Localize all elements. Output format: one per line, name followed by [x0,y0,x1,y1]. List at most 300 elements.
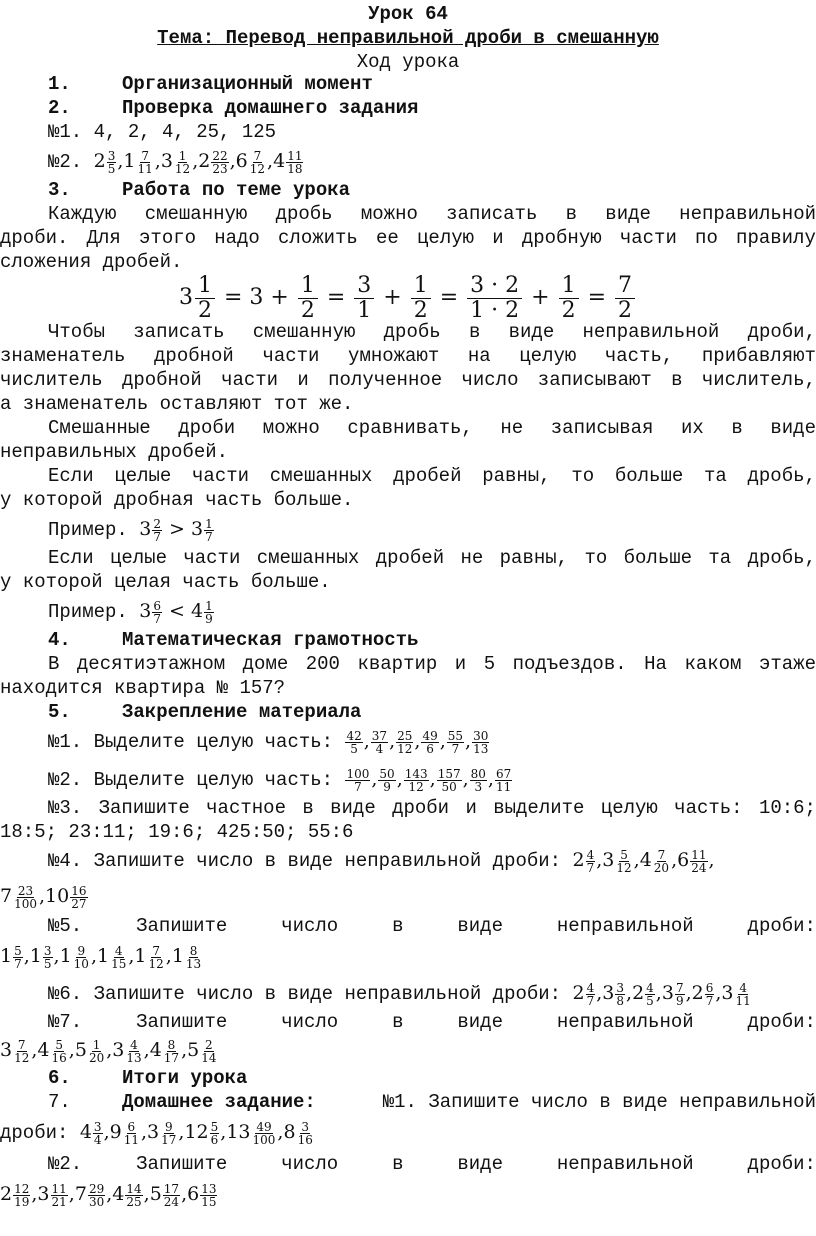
word: В [48,653,60,675]
mixed-number [123,148,154,176]
mixed-number [602,980,626,1008]
mixed-number [226,1119,277,1147]
fraction [185,945,202,970]
word: дробь [383,321,441,343]
lesson-course-label: Ход урока [356,51,460,73]
fraction [210,1121,220,1146]
whole-part: 10 [45,885,70,907]
fraction [148,945,165,970]
whole-part: 4 [639,849,652,871]
fraction [705,982,715,1007]
fraction [615,849,632,874]
word: дробей [393,465,462,487]
fraction-denominator: 7 [451,741,460,756]
word: 200 [305,653,340,675]
fraction-denominator: 13 [473,741,489,756]
word: их [680,417,704,439]
fraction-denominator: 25 [126,1194,142,1209]
fraction [73,945,90,970]
fraction [297,1121,314,1146]
whole-part: 4 [273,150,286,172]
whole-part: 7 [0,885,13,907]
word: Запишите [136,1011,228,1033]
whole-part: 6 [677,849,690,871]
whole-part: 1 [59,945,72,967]
fraction-numerator: 1 [92,1037,101,1052]
fraction-numerator: 3 [93,1119,102,1134]
fraction-denominator: 100 [252,1132,276,1147]
section-1-heading: 1. Организационный момент [48,73,373,95]
whole-part: 1 [134,945,147,967]
fraction-denominator: 11 [123,1132,139,1147]
word: На [644,653,667,675]
word: ее [376,227,399,249]
mixed-number [632,980,656,1008]
fraction-denominator: 12 [616,860,632,875]
fraction-denominator: 5 [646,993,654,1008]
fraction-denominator: 21 [51,1194,67,1209]
word: записать [133,321,225,343]
mixed-number [109,1119,141,1147]
fraction-denominator: 10 [73,956,89,971]
fraction [472,730,489,755]
fraction [495,768,512,793]
whole-part: 7 [74,1183,87,1205]
word: Каждую [48,203,117,225]
word: квартир [357,653,438,675]
fraction [43,945,53,970]
fraction-numerator: 5 [620,847,628,862]
word: число [461,369,519,391]
word: записывая [550,417,654,439]
fraction-denominator: 5 [350,741,358,756]
word: неправильной [556,915,694,937]
word: записывают [537,369,652,391]
word: целые [109,547,167,569]
word: та [708,547,732,569]
fraction-numerator: 14 [126,1181,142,1196]
fraction-denominator: 9 [383,779,391,794]
mixed-number [160,148,192,176]
word: Если [48,465,94,487]
whole-part: 3 [37,1183,50,1205]
mixed-number [134,943,165,971]
word: целую [417,227,475,249]
word: в [671,369,683,391]
fraction-numerator: 49 [256,1119,272,1134]
whole-part: 2 [572,982,585,1004]
whole-part: 2 [572,849,585,871]
word: дроби: [747,1011,816,1033]
fraction-denominator: 3 [474,779,483,794]
mixed-number [112,1037,143,1065]
mixed-number [572,980,597,1008]
mixed-number [93,148,118,176]
word: части [619,227,677,249]
word: неправильной [679,203,816,225]
word: число [281,1011,339,1033]
fraction-numerator: 4 [586,980,595,995]
whole-part: 3 [721,982,734,1004]
fraction [163,1183,180,1208]
word: доме [242,653,289,675]
whole-part: 3 [0,1039,13,1061]
word: целую [600,797,658,819]
whole-part: 13 [226,1121,251,1143]
fraction-denominator: 7 [354,779,362,794]
word: Запишите [98,797,190,819]
word: в [392,1011,404,1033]
fraction [13,1183,30,1208]
word: по [695,227,718,249]
fraction-denominator: 7 [586,993,595,1008]
fraction-denominator: 100 [14,896,37,911]
word: дроби [178,417,236,439]
word: числитель [0,369,103,391]
word: та [703,465,727,487]
word: дроби [392,797,450,819]
word: прибавляют [701,345,816,367]
word: не [500,417,524,439]
fraction-denominator: 27 [71,896,87,911]
fraction-denominator: 6 [210,1132,219,1147]
word: виде [457,1153,503,1175]
fraction-numerator: 11 [287,148,303,163]
mixed-number [677,847,708,875]
fraction-denominator: 17 [161,1132,177,1147]
word: дробь, [747,547,816,569]
fraction-numerator: 157 [437,766,461,781]
word: части [221,369,279,391]
word: сложить [278,227,358,249]
word: сравнивать, [347,417,473,439]
word: 10:6; [758,797,816,819]
fraction-numerator: 8 [167,1037,176,1052]
word: смешанных [256,547,360,569]
whole-part: 3 [661,982,674,1004]
word: дроби: [747,915,816,937]
word: части [192,465,250,487]
word: дроби: [747,1153,816,1175]
fraction [125,1039,142,1064]
word: знаменатель [0,345,126,367]
word: правилу [736,227,816,249]
mixed-number [96,943,128,971]
word: и [454,653,467,675]
word: №3. [48,797,83,819]
fraction-numerator: 3 [43,943,52,958]
fraction [93,1121,103,1146]
word: записать [446,203,538,225]
fraction-numerator: 4 [586,847,595,862]
word: этаже [758,653,816,675]
word: этого [139,227,197,249]
whole-part: 6 [235,150,248,172]
fraction-numerator: 25 [397,728,413,743]
fraction [88,1183,105,1208]
fraction [110,945,127,970]
fraction-numerator: 30 [473,728,489,743]
section-3-heading: 3. Работа по теме урока [48,179,351,201]
fraction-denominator: 11 [735,993,751,1008]
fraction-numerator: 11 [691,847,707,862]
fraction-denominator: 12 [174,161,191,176]
fraction-numerator: 12 [14,1181,30,1196]
mixed-number [29,943,54,971]
fraction [645,982,655,1007]
fraction [211,150,228,175]
fraction [615,982,625,1007]
word: виде [457,915,503,937]
whole-part: 3 [112,1039,125,1061]
word: число [281,915,339,937]
mixed-number [149,1181,181,1209]
fraction-numerator: 29 [88,1181,105,1196]
hw-check-2: №2. 2 $\frac{3}{5}$ ,1 $\frac{7}{11}$ ,3 $\frac{1}{12}$ ,2 $\frac{22}{23}$ ,6 $\frac{7}{12}$ ,4 $\frac{11}{18}$ [48,148,303,176]
hw-check-1: №1. 4, 2, 4, 25, 125 [48,121,277,143]
fraction [653,849,670,874]
section-2-heading: 2. Проверка домашнего задания [48,97,419,119]
mixed-fraction-formula: 3 $\frac{1}{2}$ = 3 + $\frac{1}{2}$ = $\frac{3}{1}$ + $\frac{1}{2}$ = $\frac{3 \cdot 2}{1 \cdot 2}$ + $\frac{1}{2}$ = $\frac{7}{2}$ [0,272,816,324]
whole-part: 9 [109,1121,122,1143]
word: №7. [48,1011,83,1033]
word: 5 [483,653,496,675]
mixed-number [59,943,91,971]
word: больше [623,547,693,569]
word: виде [770,417,816,439]
fraction-denominator: 15 [111,956,127,971]
fraction-numerator: 3 [301,1119,310,1134]
fraction-denominator: 7 [586,860,595,875]
whole-part: 2 [93,150,106,172]
fraction-numerator: 8 [189,943,198,958]
word: Для [86,227,121,249]
word: дробь, [747,465,816,487]
fraction-numerator: 16 [71,883,87,898]
homework-task-1-items: дроби: 4 $\frac{3}{4}$ ,9 $\frac{6}{11}$ ,3 $\frac{9}{17}$ ,12 $\frac{5}{6}$ ,13 $\frac{49}{100}$ ,8 $\frac{3}{16}$ [0,1119,313,1147]
whole-part: 3 [602,982,615,1004]
fraction-numerator: 9 [77,943,86,958]
practice-task-6: №6. Запишите число в виде неправильной дроби: 2 $\frac{4}{7}$ ,3 $\frac{3}{8}$ ,2 $\frac{4}{5}$ ,3 $\frac{7}{9}$ ,2 $\frac{6}{7}$ ,3 $\frac{4}{11}$ [48,980,751,1008]
word: Смешанные [48,417,151,439]
mixed-number [37,1181,68,1209]
fraction-denominator: 13 [185,956,202,971]
fraction [586,849,596,874]
word: в [731,417,743,439]
word: равны, [482,465,551,487]
fraction [13,885,38,910]
word: в [468,321,481,343]
word: дроби. [0,227,69,249]
fraction-numerator: 49 [422,728,438,743]
fraction-denominator: 11 [137,161,153,176]
fraction [51,1039,68,1064]
word: то [571,465,595,487]
fraction-denominator: 23 [212,161,228,176]
mixed-number [721,980,752,1008]
whole-part: 1 [0,945,13,967]
whole-part: 2 [198,150,211,172]
mixed-number [187,1037,218,1065]
fraction-denominator: 24 [163,1194,180,1209]
fraction-numerator: 5 [55,1037,63,1052]
word: каком [684,653,742,675]
word: дробей [375,547,445,569]
fraction-numerator: 13 [201,1181,217,1196]
word: целые [114,465,172,487]
fraction-numerator: 7 [141,148,149,163]
document-page: Урок 64 Тема: Перевод неправильной дроби в смешанную Ход урока 1. Организационный момент 2. Проверка домашнего задания №1. 4, 2, 4, 25, 125 №2. 2 $\frac{3}{5}$ ,1 $\frac{7}{11}$ ,3 $\frac{1}{12}$ ,2 $\frac{22}{23}$ ,6 $\frac{7}{12}$ ,4 $\frac{11}{18}$ 3. Работа по теме урока Каждую смешанную дробь можно записать в виде неправильной дроби. Для этого надо сложить ее целую и дробную части по правилу сложения дробей. 3 $\frac{1}{2}$ = 3 + $\frac{1}{2}$ = $\frac{3}{1}$ + $\frac{1}{2}$ = $\frac{3 \cdot 2}{1 \cdot 2}$ + $\frac{1}{2}$ = $\frac{7}{2}$ Чтобы записать смешанную дробь в виде неправильной дроби, знаменатель дробной части умножают на целую часть, прибавляют числитель дробной части и полученное число записывают в числитель, а знаменатель оставляют тот же. Смешанные дроби можно сравнивать, не записывая их в виде неправильных дробей. Если целые части смешанных дробей равны, то больше та дробь, у которой дробная часть больше. Пример. 3 $\frac{2}{7}$ > 3 $\frac{1}{7}$ Если целые части смешанных дробей не равны, то больше та дробь, у которой целая часть больше. Пример. 3 $\frac{6}{7}$ < 4 $\frac{1}{9}$ 4. Математическая грамотность В десятиэтажном доме 200 квартир и 5 подъездов. На каком этаже находится квартира № 157? 5. Закрепление материала №1. Выделите целую часть: $\frac{42}{5}$ , $\frac{37}{4}$ , $\frac{25}{12}$ , $\frac{49}{6}$ , $\frac{55}{7}$ , $\frac{30}{13}$ №2. Выделите целую часть: $\frac{100}{7}$ , $\frac{50}{9}$ , $\frac{143}{12}$ , $\frac{157}{50}$ , $\frac{80}{3}$ , $\frac{67}{11}$ №3. Запишите частное в виде дроби и выделите целую часть: 10:6; 18:5; 23:11; 19:6; 425:50; 55:6 №4. Запишите число в виде неправильной дроби: 2 $\frac{4}{7}$ ,3 $\frac{5}{12}$ ,4 $\frac{7}{20}$ ,6 $\frac{11}{24}$ , 7 $\frac{23}{100}$ ,10 $\frac{16}{27}$ №5. Запишите число в виде неправильной дроби: 1 $\frac{5}{7}$ ,1 $\frac{3}{5}$ ,1 $\frac{9}{10}$ ,1 $\frac{4}{15}$ ,1 $\frac{7}{12}$ ,1 $\frac{8}{13}$ №6. Запишите число в виде неправильной дроби: 2 $\frac{4}{7}$ ,3 $\frac{3}{8}$ ,2 $\frac{4}{5}$ ,3 $\frac{7}{9}$ ,2 $\frac{6}{7}$ ,3 $\frac{4}{11}$ №7. Запишите число в виде неправильной дроби: 3 $\frac{7}{12}$ ,4 $\frac{5}{16}$ ,5 $\frac{1}{20}$ ,3 $\frac{4}{13}$ ,4 $\frac{8}{17}$ ,5 $\frac{2}{14}$ 6. Итоги урока 7. Домашнее задание: №1. Запишите число в виде неправильной дроби: 4 $\frac{3}{4}$ ,9 $\frac{6}{11}$ ,3 $\frac{9}{17}$ ,12 $\frac{5}{6}$ ,13 $\frac{49}{100}$ ,8 $\frac{3}{16}$ №2. Запишите число в виде неправильной дроби: 2 $\frac{12}{19}$ ,3 $\frac{11}{21}$ ,7 $\frac{29}{30}$ ,4 $\frac{14}{25}$ ,5 $\frac{17}{24}$ ,6 $\frac{13}{15}$ [0,3,816,1209]
mixed-number [37,1037,68,1065]
whole-part: 2 [691,982,704,1004]
practice-task-1: №1. Выделите целую часть: $\frac{42}{5}$ , $\frac{37}{4}$ , $\frac{25}{12}$ , $\frac{49}{6}$ , $\frac{55}{7}$ , $\frac{30}{13}$ [48,728,489,756]
fraction-denominator: 7 [14,956,22,971]
whole-part: 4 [149,1039,162,1061]
word: Если [48,547,94,569]
lesson-title: Урок 64 [368,3,448,25]
mixed-number [79,1119,104,1147]
fraction [174,150,191,175]
word: то [584,547,608,569]
fraction-denominator: 50 [441,779,457,794]
whole-part: 5 [149,1183,162,1205]
mixed-number [0,883,39,911]
fraction-numerator: 6 [127,1119,136,1134]
fraction [107,150,117,175]
fraction-denominator: 14 [201,1050,217,1065]
section-5-heading: 5. Закрепление материала [48,701,362,723]
word: дроби, [747,321,816,343]
fraction [252,1121,277,1146]
fraction-numerator: 7 [675,980,684,995]
mixed-number [112,1181,143,1209]
word: подъездов. [512,653,627,675]
word: надо [214,227,260,249]
fraction [690,849,707,874]
word: и [492,227,504,249]
fraction [160,1121,177,1146]
mixed-number [691,980,716,1008]
fraction-numerator: 55 [447,728,464,743]
fraction-numerator: 9 [164,1119,173,1134]
example-1: Пример. 3 $\frac{2}{7}$ > 3 $\frac{1}{7}$ [48,516,213,544]
fraction-numerator: 7 [17,1037,26,1052]
whole-part: 6 [187,1183,200,1205]
fraction-numerator: 7 [253,148,262,163]
fraction-denominator: 30 [88,1194,105,1209]
fraction-denominator: 13 [126,1050,142,1065]
homework-line-1: 7. Домашнее задание: №1. Запишите число в виде неправильной [48,1091,816,1113]
fraction-numerator: 7 [657,847,666,862]
word: Чтобы [48,321,106,343]
word: виде [605,203,651,225]
fraction-denominator: 12 [249,161,266,176]
word: виде [457,1011,503,1033]
word: смешанную [252,321,356,343]
word: можно [360,203,418,225]
fraction [13,1039,30,1064]
word: неправильной [556,1011,694,1033]
fraction [371,730,388,755]
fraction-denominator: 16 [51,1050,67,1065]
word: Запишите [136,915,228,937]
fraction-numerator: 5 [210,1119,219,1134]
word: смешанную [144,203,248,225]
word: и [297,369,309,391]
fraction [286,150,303,175]
word: части [183,547,241,569]
fraction-denominator: 12 [148,956,164,971]
word: в [565,203,578,225]
fraction-numerator: 23 [17,883,34,898]
fraction-denominator: 5 [107,161,116,176]
fraction-numerator: 37 [371,728,388,743]
word: целую [519,345,577,367]
fraction-denominator: 20 [88,1050,105,1065]
whole-part: 4 [37,1039,50,1061]
fraction [437,768,462,793]
whole-part: 5 [187,1039,200,1061]
mixed-number [283,1119,314,1147]
whole-part: 3 [160,150,173,172]
fraction-numerator: 22 [212,148,228,163]
fraction [447,730,464,755]
fraction-denominator: 18 [287,161,303,176]
fraction-denominator: 5 [43,956,52,971]
whole-part: 3 [147,1121,160,1143]
mixed-number [171,943,203,971]
mixed-number [0,1181,31,1209]
fraction [70,885,87,910]
whole-part: 1 [123,150,136,172]
word: части [262,345,320,367]
word: в [392,1153,404,1175]
word: на [467,345,491,367]
fraction [137,150,154,175]
fraction [396,730,413,755]
lesson-topic: Тема: Перевод неправильной дроби в смешанную [157,27,659,49]
word: виде [508,321,555,343]
fraction-denominator: 24 [691,860,707,875]
fraction-numerator: 42 [346,728,362,743]
word: часть: [674,797,743,819]
mixed-number [602,847,633,875]
fraction-numerator: 80 [470,766,486,781]
fraction-denominator: 8 [616,993,625,1008]
word: неправильной [556,1153,694,1175]
fraction [123,1121,140,1146]
mixed-number [74,1037,106,1065]
word: полученное [328,369,443,391]
fraction [378,768,395,793]
mixed-number [184,1119,220,1147]
fraction-denominator: 9 [675,993,684,1008]
whole-part: 8 [283,1121,296,1143]
word: равны, [499,547,569,569]
word: дробной [154,345,234,367]
whole-part: 1 [29,945,42,967]
fraction [51,1183,68,1208]
fraction-numerator: 11 [51,1181,67,1196]
whole-part: 1 [96,945,110,967]
fraction-denominator: 7 [705,993,714,1008]
fraction-numerator: 5 [14,943,22,958]
word: числитель, [701,369,816,391]
fraction-denominator: 15 [201,1194,217,1209]
fraction [200,1039,217,1064]
fraction-denominator: 12 [14,1050,30,1065]
fraction-denominator: 16 [297,1132,313,1147]
